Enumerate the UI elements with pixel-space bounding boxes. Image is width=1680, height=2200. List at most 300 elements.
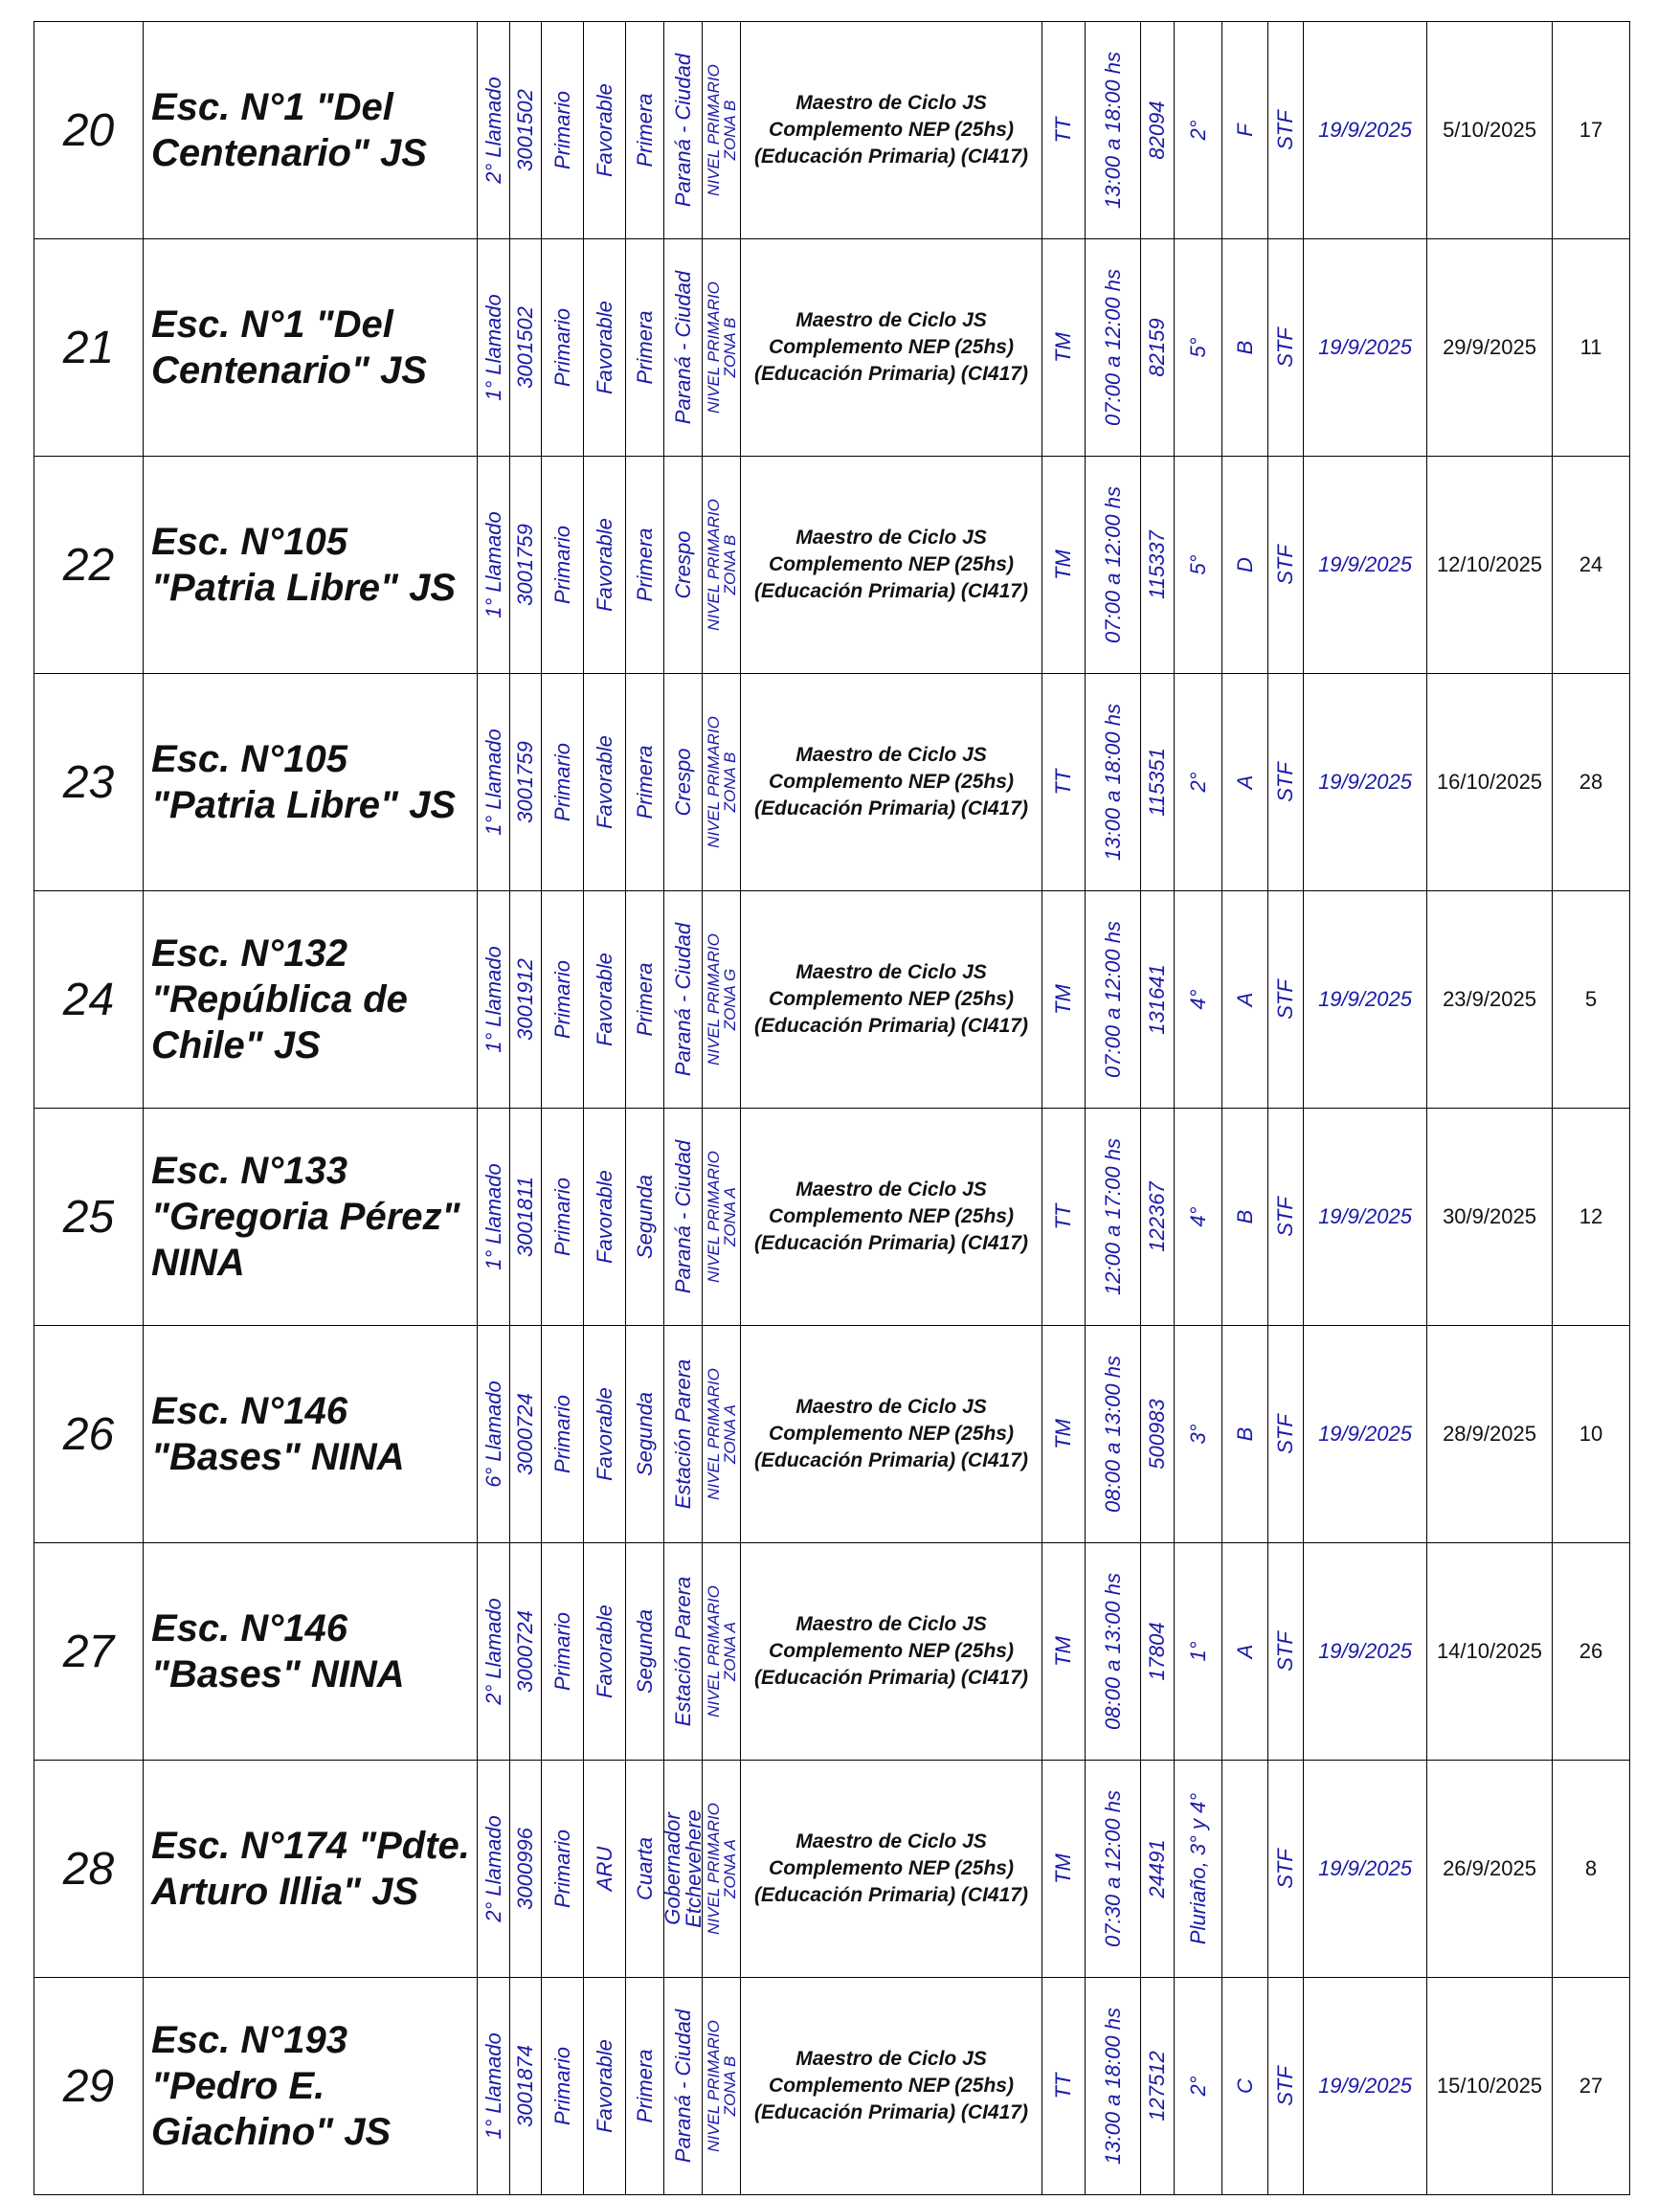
cell-categoria	[584, 1326, 626, 1543]
cell-llamado-text: 1° Llamado	[481, 294, 505, 401]
cell-grupo-text: Primera	[632, 2049, 657, 2123]
cell-categoria	[584, 239, 626, 457]
cell-nivel-zona	[703, 1326, 741, 1543]
cell-plaza	[1141, 674, 1175, 891]
cell-turno	[1042, 1761, 1086, 1978]
cell-llamado-text: 2° Llamado	[481, 1598, 505, 1705]
cell-nivel-zona-text: NIVEL PRIMARIO ZONA B	[704, 2020, 739, 2152]
cell-turno-text: TM	[1051, 550, 1075, 580]
cell-grupo	[626, 1109, 664, 1326]
cell-nivel-zona-text: NIVEL PRIMARIO ZONA B	[704, 716, 739, 848]
table-row	[34, 891, 1630, 1109]
cell-llamado	[478, 674, 510, 891]
cell-seccion-text: A	[1232, 774, 1257, 790]
cell-llamado	[478, 1978, 510, 2195]
cell-anio	[1175, 1326, 1222, 1543]
cell-nivel-educativo	[542, 1326, 584, 1543]
cell-nivel-educativo	[542, 239, 584, 457]
cell-stf	[1268, 1109, 1304, 1326]
cell-anio	[1175, 457, 1222, 674]
cell-localidad-text: Estación Parera	[670, 1358, 695, 1510]
cell-nivel-educativo	[542, 1109, 584, 1326]
cell-horario-text: 08:00 a 13:00 hs	[1100, 1356, 1125, 1513]
cell-fecha-publicacion: 19/9/2025	[1304, 1761, 1427, 1978]
cell-seccion	[1222, 1978, 1268, 2195]
cell-nivel-educativo-text: Primario	[549, 526, 574, 604]
cell-llamado	[478, 1761, 510, 1978]
cell-nivel-educativo-text: Primario	[549, 743, 574, 821]
cell-anio-text: 4°	[1185, 989, 1210, 1010]
cell-localidad-text: Paraná - Ciudad	[670, 270, 695, 425]
cell-anio-text: 4°	[1185, 1206, 1210, 1227]
cell-horario-text: 13:00 a 18:00 hs	[1100, 52, 1125, 209]
cell-grupo-text: Segunda	[632, 1174, 657, 1260]
cell-turno	[1042, 674, 1086, 891]
cell-localidad	[664, 457, 703, 674]
cell-fecha-fin: 5/10/2025	[1427, 22, 1553, 239]
cell-grupo	[626, 1761, 664, 1978]
cell-seccion	[1222, 22, 1268, 239]
cell-grupo	[626, 239, 664, 457]
cell-categoria-text: Favorable	[592, 735, 616, 829]
cell-categoria-text: Favorable	[592, 1387, 616, 1481]
cell-codigo	[510, 1978, 542, 2195]
cell-categoria-text: ARU	[592, 1846, 616, 1892]
cell-stf-text: STF	[1273, 327, 1297, 368]
cell-codigo	[510, 1326, 542, 1543]
cell-localidad-text: Crespo	[670, 530, 695, 599]
cell-seccion	[1222, 1326, 1268, 1543]
cell-turno-text: TT	[1051, 2073, 1075, 2099]
table-row	[34, 1326, 1630, 1543]
cell-nivel-zona-text: NIVEL PRIMARIO ZONA A	[704, 1151, 739, 1283]
cell-plaza-text: 82094	[1145, 101, 1169, 160]
cell-nivel-zona	[703, 891, 741, 1109]
cell-nivel-educativo-text: Primario	[549, 960, 574, 1039]
cell-codigo-text: 3001759	[513, 524, 537, 606]
cell-stf-text: STF	[1273, 762, 1297, 802]
cell-nivel-educativo-text: Primario	[549, 1178, 574, 1256]
cell-grupo-text: Primera	[632, 962, 657, 1037]
cell-stf-text: STF	[1273, 1849, 1297, 1889]
cell-cargo: Maestro de Ciclo JS Complemento NEP (25hs) (Educación Primaria) (CI417)	[741, 1543, 1042, 1761]
cell-nivel-zona	[703, 1109, 741, 1326]
cell-nivel-educativo	[542, 1543, 584, 1761]
cell-turno	[1042, 22, 1086, 239]
cell-nivel-zona-text: NIVEL PRIMARIO ZONA B	[704, 281, 739, 414]
cell-anio-text: 5°	[1185, 554, 1210, 575]
cell-turno	[1042, 457, 1086, 674]
cell-nivel-educativo-text: Primario	[549, 2047, 574, 2125]
cell-fecha-fin: 14/10/2025	[1427, 1543, 1553, 1761]
cell-categoria	[584, 891, 626, 1109]
cell-fecha-fin: 23/9/2025	[1427, 891, 1553, 1109]
cell-nivel-educativo-text: Primario	[549, 1830, 574, 1908]
cell-categoria-text: Favorable	[592, 518, 616, 612]
cell-nivel-educativo	[542, 1761, 584, 1978]
cell-grupo	[626, 891, 664, 1109]
cell-localidad-text: Estación Parera	[670, 1576, 695, 1727]
cell-localidad	[664, 1326, 703, 1543]
cell-horario	[1086, 1543, 1141, 1761]
cell-plaza	[1141, 891, 1175, 1109]
cell-localidad	[664, 674, 703, 891]
cell-anio-text: 2°	[1185, 120, 1210, 141]
cell-stf	[1268, 1326, 1304, 1543]
cell-anio	[1175, 1109, 1222, 1326]
cell-llamado-text: 1° Llamado	[481, 2032, 505, 2140]
cell-horario	[1086, 1978, 1141, 2195]
cell-codigo	[510, 1543, 542, 1761]
cell-categoria-text: Favorable	[592, 1605, 616, 1698]
cell-seccion	[1222, 1109, 1268, 1326]
cell-llamado	[478, 1543, 510, 1761]
cell-categoria-text: Favorable	[592, 1170, 616, 1264]
cell-dias: 12	[1553, 1109, 1630, 1326]
cell-localidad-text: Paraná - Ciudad	[670, 1139, 695, 1294]
cell-codigo	[510, 891, 542, 1109]
cell-grupo-text: Primera	[632, 745, 657, 819]
cell-anio-text: 1°	[1185, 1641, 1210, 1662]
cell-codigo	[510, 1761, 542, 1978]
table-row	[34, 239, 1630, 457]
cell-llamado	[478, 239, 510, 457]
cell-localidad	[664, 22, 703, 239]
cell-turno	[1042, 891, 1086, 1109]
cell-horario	[1086, 239, 1141, 457]
cell-fecha-publicacion: 19/9/2025	[1304, 1543, 1427, 1761]
cell-cargo: Maestro de Ciclo JS Complemento NEP (25hs) (Educación Primaria) (CI417)	[741, 1761, 1042, 1978]
cell-grupo-text: Primera	[632, 93, 657, 168]
cell-categoria-text: Favorable	[592, 953, 616, 1046]
cell-turno-text: TT	[1051, 1203, 1075, 1230]
table-body	[34, 22, 1630, 2195]
cell-nivel-zona	[703, 1543, 741, 1761]
cell-nivel-zona-text: NIVEL PRIMARIO ZONA A	[704, 1368, 739, 1500]
cell-turno	[1042, 1978, 1086, 2195]
vacancy-table	[34, 21, 1630, 2195]
cell-localidad-text: Crespo	[670, 748, 695, 817]
cell-llamado-text: 1° Llamado	[481, 1163, 505, 1270]
cell-plaza-text: 131641	[1145, 964, 1169, 1035]
cell-horario-text: 12:00 a 17:00 hs	[1100, 1138, 1125, 1295]
cell-nivel-zona-text: NIVEL PRIMARIO ZONA A	[704, 1803, 739, 1935]
cell-seccion	[1222, 1543, 1268, 1761]
cell-row-number: 29	[34, 1978, 144, 2195]
cell-stf-text: STF	[1273, 545, 1297, 585]
cell-horario-text: 07:00 a 12:00 hs	[1100, 921, 1125, 1078]
cell-seccion-text: B	[1232, 340, 1257, 355]
cell-turno	[1042, 1543, 1086, 1761]
cell-stf	[1268, 1543, 1304, 1761]
cell-anio-text: 3°	[1185, 1424, 1210, 1445]
cell-localidad-text: Paraná - Ciudad	[670, 53, 695, 208]
cell-fecha-fin: 26/9/2025	[1427, 1761, 1553, 1978]
cell-horario	[1086, 1326, 1141, 1543]
cell-fecha-publicacion: 19/9/2025	[1304, 1978, 1427, 2195]
table-row	[34, 1761, 1630, 1978]
cell-fecha-fin: 28/9/2025	[1427, 1326, 1553, 1543]
cell-grupo-text: Primera	[632, 310, 657, 385]
cell-codigo	[510, 457, 542, 674]
cell-plaza-text: 122367	[1145, 1181, 1169, 1252]
cell-stf-text: STF	[1273, 110, 1297, 150]
cell-llamado-text: 1° Llamado	[481, 511, 505, 618]
cell-fecha-fin: 12/10/2025	[1427, 457, 1553, 674]
cell-nivel-educativo-text: Primario	[549, 1395, 574, 1473]
cell-categoria	[584, 674, 626, 891]
cell-nivel-educativo	[542, 1978, 584, 2195]
cell-localidad	[664, 891, 703, 1109]
cell-nivel-educativo-text: Primario	[549, 1612, 574, 1691]
cell-codigo	[510, 674, 542, 891]
cell-horario	[1086, 457, 1141, 674]
cell-fecha-publicacion: 19/9/2025	[1304, 674, 1427, 891]
cell-anio	[1175, 1761, 1222, 1978]
cell-plaza-text: 500983	[1145, 1399, 1169, 1470]
cell-nivel-educativo-text: Primario	[549, 308, 574, 387]
cell-school-name: Esc. N°105 "Patria Libre" JS	[144, 457, 478, 674]
cell-categoria-text: Favorable	[592, 2039, 616, 2133]
cell-horario-text: 07:00 a 12:00 hs	[1100, 269, 1125, 426]
cell-codigo-text: 3001502	[513, 306, 537, 389]
cell-stf	[1268, 1978, 1304, 2195]
cell-school-name: Esc. N°132 "República de Chile" JS	[144, 891, 478, 1109]
cell-school-name: Esc. N°146 "Bases" NINA	[144, 1543, 478, 1761]
cell-school-name: Esc. N°1 "Del Centenario" JS	[144, 239, 478, 457]
table-row	[34, 22, 1630, 239]
cell-seccion-text: D	[1232, 557, 1257, 572]
cell-stf-text: STF	[1273, 1631, 1297, 1672]
cell-nivel-zona	[703, 1978, 741, 2195]
cell-fecha-publicacion: 19/9/2025	[1304, 239, 1427, 457]
cell-row-number: 24	[34, 891, 144, 1109]
cell-categoria	[584, 1109, 626, 1326]
cell-localidad	[664, 1109, 703, 1326]
cell-nivel-zona	[703, 1761, 741, 1978]
cell-nivel-educativo-text: Primario	[549, 91, 574, 169]
cell-nivel-educativo	[542, 457, 584, 674]
cell-turno-text: TT	[1051, 117, 1075, 144]
table-row	[34, 1543, 1630, 1761]
cell-seccion	[1222, 674, 1268, 891]
cell-plaza-text: 24491	[1145, 1839, 1169, 1898]
cell-cargo: Maestro de Ciclo JS Complemento NEP (25hs) (Educación Primaria) (CI417)	[741, 674, 1042, 891]
cell-grupo	[626, 457, 664, 674]
cell-anio-text: Pluriaño, 3° y 4°	[1185, 1792, 1210, 1945]
cell-stf-text: STF	[1273, 979, 1297, 1020]
cell-grupo	[626, 22, 664, 239]
cell-school-name: Esc. N°133 "Gregoria Pérez" NINA	[144, 1109, 478, 1326]
cell-plaza	[1141, 22, 1175, 239]
cell-llamado	[478, 1109, 510, 1326]
cell-cargo: Maestro de Ciclo JS Complemento NEP (25hs) (Educación Primaria) (CI417)	[741, 1978, 1042, 2195]
cell-llamado-text: 6° Llamado	[481, 1381, 505, 1488]
cell-stf	[1268, 1761, 1304, 1978]
cell-horario	[1086, 22, 1141, 239]
cell-categoria	[584, 1543, 626, 1761]
cell-stf-text: STF	[1273, 1414, 1297, 1454]
cell-localidad	[660, 1761, 706, 1978]
cell-fecha-publicacion: 19/9/2025	[1304, 1109, 1427, 1326]
cell-anio	[1175, 239, 1222, 457]
cell-codigo	[510, 239, 542, 457]
cell-dias: 17	[1553, 22, 1630, 239]
cell-categoria	[584, 1978, 626, 2195]
cell-anio	[1175, 674, 1222, 891]
cell-codigo-text: 3001912	[513, 958, 537, 1041]
cell-turno-text: TT	[1051, 769, 1075, 796]
cell-school-name: Esc. N°146 "Bases" NINA	[144, 1326, 478, 1543]
cell-fecha-publicacion: 19/9/2025	[1304, 891, 1427, 1109]
cell-grupo	[626, 1326, 664, 1543]
cell-nivel-zona-text: NIVEL PRIMARIO ZONA B	[704, 499, 739, 631]
cell-seccion	[1222, 239, 1268, 457]
cell-turno	[1042, 1109, 1086, 1326]
cell-seccion	[1222, 891, 1268, 1109]
cell-categoria-text: Favorable	[592, 301, 616, 394]
cell-llamado	[478, 891, 510, 1109]
cell-anio-text: 5°	[1185, 337, 1210, 358]
cell-grupo	[626, 674, 664, 891]
cell-llamado	[478, 22, 510, 239]
cell-anio	[1175, 1543, 1222, 1761]
cell-dias: 28	[1553, 674, 1630, 891]
cell-codigo-text: 3001811	[513, 1176, 537, 1258]
cell-row-number: 28	[34, 1761, 144, 1978]
cell-seccion-text: A	[1232, 1644, 1257, 1659]
cell-cargo: Maestro de Ciclo JS Complemento NEP (25hs) (Educación Primaria) (CI417)	[741, 457, 1042, 674]
cell-anio	[1175, 891, 1222, 1109]
cell-plaza-text: 82159	[1145, 318, 1169, 377]
cell-codigo	[510, 22, 542, 239]
cell-plaza	[1141, 1543, 1175, 1761]
cell-school-name: Esc. N°105 "Patria Libre" JS	[144, 674, 478, 891]
cell-dias: 27	[1553, 1978, 1630, 2195]
cell-plaza	[1141, 1109, 1175, 1326]
cell-seccion-text: C	[1232, 2078, 1257, 2094]
cell-dias: 11	[1553, 239, 1630, 457]
cell-turno-text: TM	[1051, 1853, 1075, 1884]
cell-school-name: Esc. N°174 "Pdte. Arturo Illia" JS	[144, 1761, 478, 1978]
cell-grupo-text: Segunda	[632, 1608, 657, 1695]
cell-fecha-publicacion: 19/9/2025	[1304, 457, 1427, 674]
cell-horario-text: 07:30 a 12:00 hs	[1100, 1790, 1125, 1947]
cell-localidad	[664, 1978, 703, 2195]
cell-grupo-text: Primera	[632, 528, 657, 602]
cell-stf	[1268, 457, 1304, 674]
cell-school-name: Esc. N°193 "Pedro E. Giachino" JS	[144, 1978, 478, 2195]
cell-horario	[1086, 891, 1141, 1109]
cell-row-number: 23	[34, 674, 144, 891]
cell-plaza-text: 17804	[1145, 1622, 1169, 1681]
cell-turno	[1042, 239, 1086, 457]
cell-stf-text: STF	[1273, 2066, 1297, 2106]
cell-row-number: 26	[34, 1326, 144, 1543]
cell-horario-text: 08:00 a 13:00 hs	[1100, 1573, 1125, 1730]
cell-horario-text: 13:00 a 18:00 hs	[1100, 704, 1125, 861]
cell-nivel-educativo	[542, 674, 584, 891]
cell-llamado-text: 1° Llamado	[481, 946, 505, 1053]
cell-llamado-text: 2° Llamado	[481, 1815, 505, 1922]
cell-nivel-zona	[703, 674, 741, 891]
cell-categoria	[584, 22, 626, 239]
cell-dias: 8	[1553, 1761, 1630, 1978]
cell-row-number: 27	[34, 1543, 144, 1761]
table-row	[34, 674, 1630, 891]
cell-llamado-text: 1° Llamado	[481, 729, 505, 836]
cell-turno	[1042, 1326, 1086, 1543]
cell-categoria-text: Favorable	[592, 83, 616, 177]
cell-localidad-text: Paraná - Ciudad	[670, 922, 695, 1077]
cell-dias: 26	[1553, 1543, 1630, 1761]
cell-cargo: Maestro de Ciclo JS Complemento NEP (25hs) (Educación Primaria) (CI417)	[741, 239, 1042, 457]
cell-horario	[1086, 674, 1141, 891]
cell-seccion	[1222, 1761, 1268, 1978]
cell-plaza-text: 127512	[1145, 2051, 1169, 2121]
cell-cargo: Maestro de Ciclo JS Complemento NEP (25hs) (Educación Primaria) (CI417)	[741, 1326, 1042, 1543]
cell-localidad	[664, 1543, 703, 1761]
cell-plaza	[1141, 457, 1175, 674]
cell-plaza-text: 115351	[1145, 748, 1169, 817]
cell-codigo-text: 3000724	[513, 1393, 537, 1475]
cell-stf-text: STF	[1273, 1197, 1297, 1237]
cell-plaza-text: 115337	[1145, 530, 1169, 599]
cell-stf	[1268, 239, 1304, 457]
cell-localidad-text: Paraná - Ciudad	[670, 2009, 695, 2164]
cell-plaza	[1141, 1761, 1175, 1978]
cell-cargo: Maestro de Ciclo JS Complemento NEP (25hs) (Educación Primaria) (CI417)	[741, 1109, 1042, 1326]
table-row	[34, 1109, 1630, 1326]
cell-turno-text: TM	[1051, 984, 1075, 1015]
cell-anio	[1175, 1978, 1222, 2195]
cell-grupo	[626, 1978, 664, 2195]
cell-seccion-text: B	[1232, 1209, 1257, 1224]
cell-nivel-zona-text: NIVEL PRIMARIO ZONA G	[704, 933, 739, 1066]
cell-row-number: 21	[34, 239, 144, 457]
cell-localidad-text: Gobernador Etchevehere	[660, 1809, 706, 1928]
cell-school-name: Esc. N°1 "Del Centenario" JS	[144, 22, 478, 239]
cell-seccion-text: F	[1232, 123, 1257, 137]
cell-fecha-fin: 30/9/2025	[1427, 1109, 1553, 1326]
cell-stf	[1268, 891, 1304, 1109]
cell-categoria	[584, 1761, 626, 1978]
cell-nivel-zona-text: NIVEL PRIMARIO ZONA B	[704, 64, 739, 196]
cell-codigo-text: 3000724	[513, 1610, 537, 1693]
cell-nivel-zona	[703, 457, 741, 674]
cell-row-number: 22	[34, 457, 144, 674]
cell-anio-text: 2°	[1185, 2076, 1210, 2097]
cell-nivel-zona	[703, 239, 741, 457]
cell-nivel-zona	[703, 22, 741, 239]
cell-fecha-publicacion: 19/9/2025	[1304, 22, 1427, 239]
cell-codigo-text: 3000996	[513, 1828, 537, 1910]
cell-llamado-text: 2° Llamado	[481, 77, 505, 184]
cell-plaza	[1141, 1978, 1175, 2195]
cell-cargo: Maestro de Ciclo JS Complemento NEP (25hs) (Educación Primaria) (CI417)	[741, 891, 1042, 1109]
cell-dias: 10	[1553, 1326, 1630, 1543]
cell-horario-text: 13:00 a 18:00 hs	[1100, 2008, 1125, 2165]
cell-row-number: 20	[34, 22, 144, 239]
cell-grupo-text: Cuarta	[632, 1836, 657, 1901]
cell-seccion	[1222, 457, 1268, 674]
cell-fecha-fin: 16/10/2025	[1427, 674, 1553, 891]
cell-horario	[1086, 1761, 1141, 1978]
table-row	[34, 457, 1630, 674]
cell-stf	[1268, 22, 1304, 239]
cell-categoria	[584, 457, 626, 674]
cell-fecha-fin: 15/10/2025	[1427, 1978, 1553, 2195]
